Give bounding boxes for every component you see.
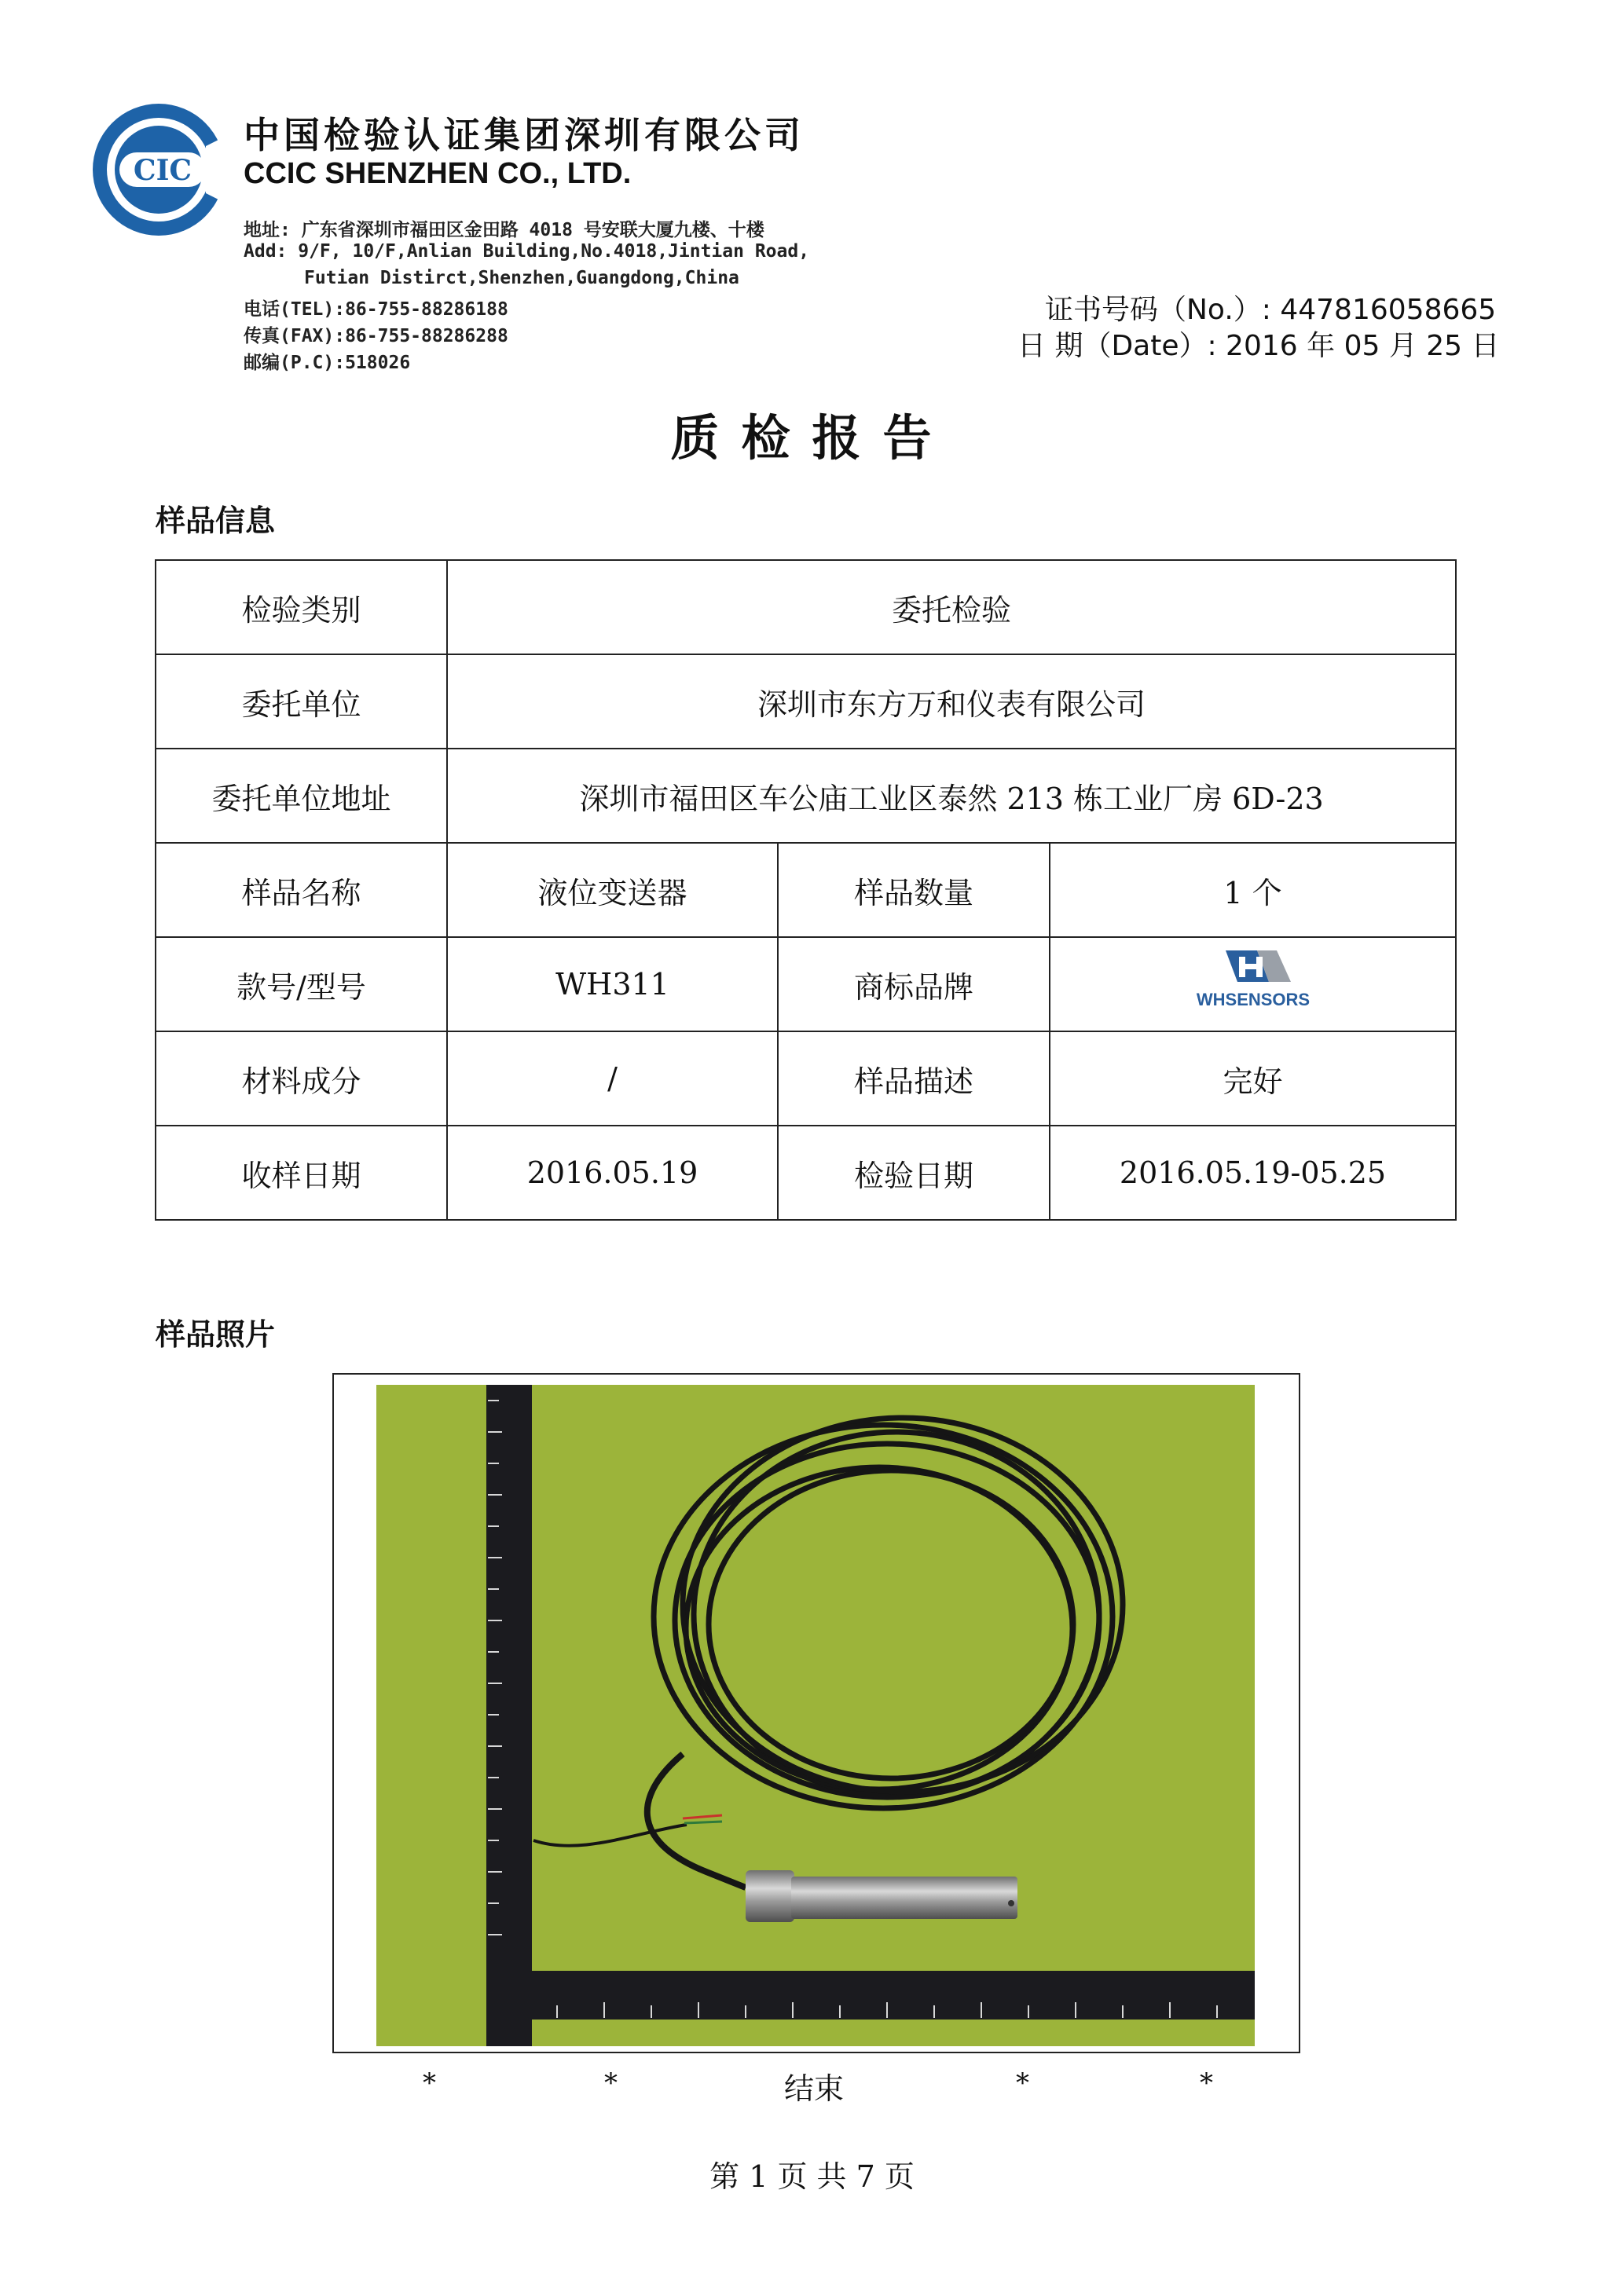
table-row xyxy=(156,560,1456,654)
value-receive-date: 2016.05.19 xyxy=(447,1126,778,1220)
transmitter-body xyxy=(791,1877,1017,1919)
value-material: / xyxy=(447,1031,778,1126)
transmitter-head xyxy=(746,1870,794,1922)
ruler-horizontal xyxy=(486,1971,1255,2020)
value-brand xyxy=(1050,937,1456,1031)
table-row xyxy=(156,654,1456,749)
label-sample-name: 样品名称 xyxy=(156,843,447,937)
value-inspection-date: 2016.05.19-05.25 xyxy=(1050,1126,1456,1220)
address-cn: 地址: 广东省深圳市福田区金田路 4018 号安联大厦九楼、十楼 xyxy=(244,220,764,240)
table-row xyxy=(156,1031,1456,1126)
table-row xyxy=(156,1126,1456,1220)
value-client-address: 深圳市福田区车公庙工业区泰然 213 栋工业厂房 6D-23 xyxy=(447,749,1456,843)
label-sample-description: 样品描述 xyxy=(778,1031,1050,1126)
label-inspection-date: 检验日期 xyxy=(778,1126,1050,1220)
label-client-address: 委托单位地址 xyxy=(156,749,447,843)
value-inspection-type: 委托检验 xyxy=(447,560,1456,654)
fax: 传真(FAX):86-755-88286288 xyxy=(244,326,508,346)
table-row xyxy=(156,749,1456,843)
value-sample-description: 完好 xyxy=(1050,1031,1456,1126)
section-sample-photo: 样品照片 xyxy=(156,1316,276,1352)
label-brand: 商标品牌 xyxy=(778,937,1050,1031)
end-marker xyxy=(0,2064,1624,2104)
end-star: * xyxy=(1200,2067,1213,2099)
label-material: 材料成分 xyxy=(156,1031,447,1126)
page-number: 第 1 页 共 7 页 xyxy=(709,2159,915,2194)
company-name-cn: 中国检验认证集团深圳有限公司 xyxy=(244,114,805,156)
certificate-date: 日 期（Date）: 2016 年 05 月 25 日 xyxy=(1017,330,1500,362)
label-model: 款号/型号 xyxy=(156,937,447,1031)
telephone: 电话(TEL):86-755-88286188 xyxy=(244,299,508,320)
postcode: 邮编(P.C):518026 xyxy=(244,353,411,373)
value-sample-quantity: 1 个 xyxy=(1050,843,1456,937)
address-en-line2: Futian Distirct,Shenzhen,Guangdong,China xyxy=(304,268,739,288)
label-receive-date: 收样日期 xyxy=(156,1126,447,1220)
ccic-logo xyxy=(88,99,229,240)
value-model: WH311 xyxy=(447,937,778,1031)
company-name-en: CCIC SHENZHEN CO., LTD. xyxy=(244,157,632,190)
end-star: * xyxy=(604,2067,618,2099)
brand-logo xyxy=(1182,946,1324,1016)
end-text: 结束 xyxy=(784,2071,845,2106)
label-inspection-type: 检验类别 xyxy=(156,560,447,654)
address-en-line1: Add: 9/F, 10/F,Anlian Building,No.4018,Jintian Road, xyxy=(244,241,810,262)
report-title: 质检报告 xyxy=(670,409,954,467)
value-sample-name: 液位变送器 xyxy=(447,843,778,937)
table-row xyxy=(156,937,1456,1031)
certificate-number: 证书号码（No.）: 447816058665 xyxy=(1045,294,1497,326)
sample-info-table xyxy=(155,559,1457,1221)
value-client: 深圳市东方万和仪表有限公司 xyxy=(447,654,1456,749)
svg-text:WHSENSORS: WHSENSORS xyxy=(1196,989,1310,1009)
end-star: * xyxy=(1016,2067,1029,2099)
svg-text:CIC: CIC xyxy=(133,154,192,187)
sample-photo xyxy=(376,1385,1255,2046)
table-row xyxy=(156,843,1456,937)
section-sample-info: 样品信息 xyxy=(156,503,276,538)
label-client: 委托单位 xyxy=(156,654,447,749)
label-sample-quantity: 样品数量 xyxy=(778,843,1050,937)
end-star: * xyxy=(423,2067,436,2099)
